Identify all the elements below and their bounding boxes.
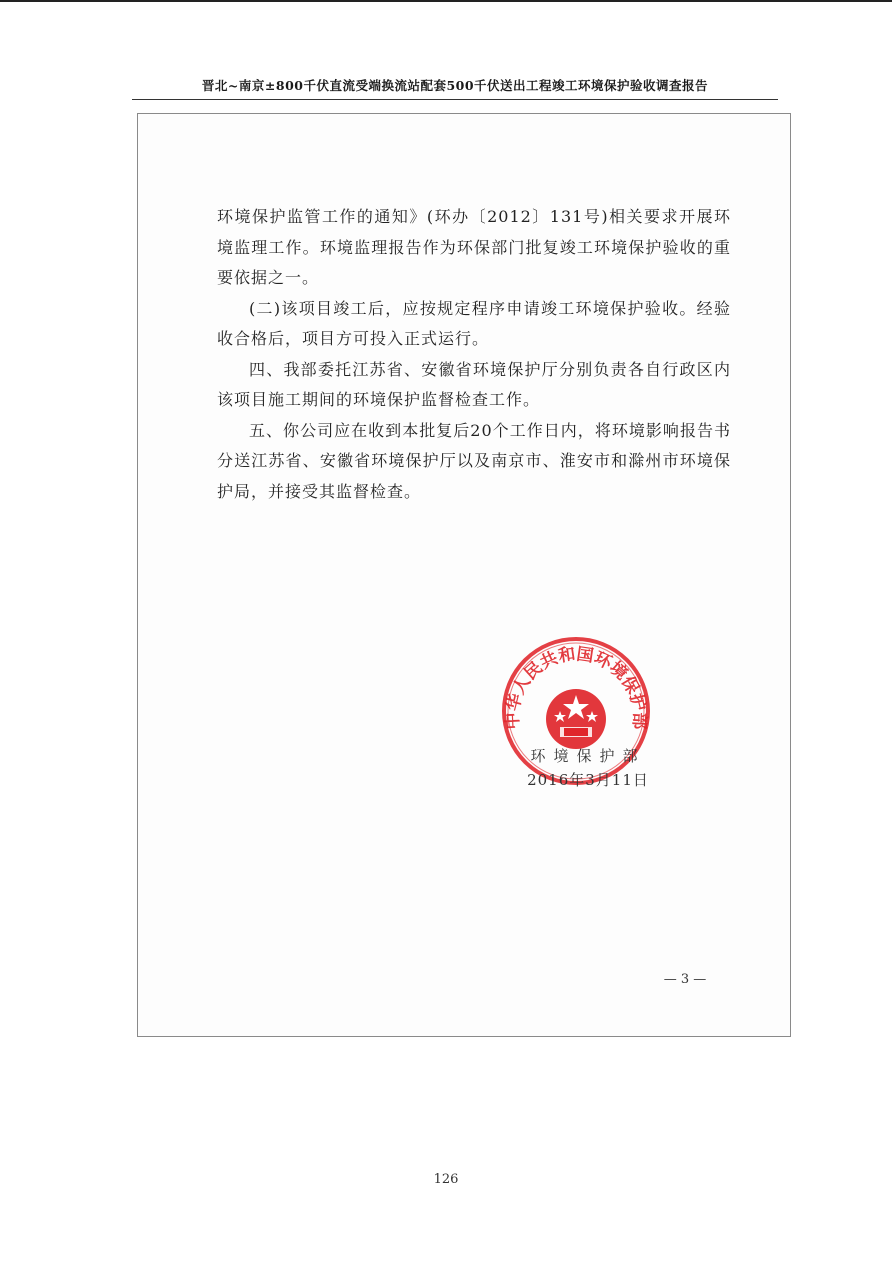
letter-body <box>217 202 731 507</box>
running-header: 晋北~南京±800千伏直流受端换流站配套500千伏送出工程竣工环境保护验收调查报告 <box>201 78 709 93</box>
seal-text: 中华人民共和国环境保护部 <box>502 644 650 730</box>
signing-date: 2016年3月11日 <box>527 771 649 789</box>
signing-department: 环境保护部 <box>530 747 646 765</box>
page-number: 126 <box>433 1172 459 1187</box>
scanned-letter-page <box>137 113 791 1037</box>
paragraph-2: (二)该项目竣工后，应按规定程序申请竣工环境保护验收。经验收合格后，项目方可投入正式运行。 <box>217 298 731 348</box>
paragraph-3: 四、我部委托江苏省、安徽省环境保护厅分别负责各自行政区内该项目施工期间的环境保护监督检查工作。 <box>217 359 731 409</box>
signature-block <box>478 744 698 792</box>
paragraph-4: 五、你公司应在收到本批复后20个工作日内，将环境影响报告书分送江苏省、安徽省环境保护厅以及南京市、淮安市和滁州市环境保护局，并接受其监督检查。 <box>217 420 731 501</box>
letter-page-number: — 3 — <box>663 972 707 987</box>
paragraph-1: 环境保护监管工作的通知》(环办〔2012〕131号)相关要求开展环境监理工作。环境监理报告作为环保部门批复竣工环境保护验收的重要依据之一。 <box>217 207 731 287</box>
header-rule <box>132 99 778 100</box>
top-border <box>0 0 892 2</box>
